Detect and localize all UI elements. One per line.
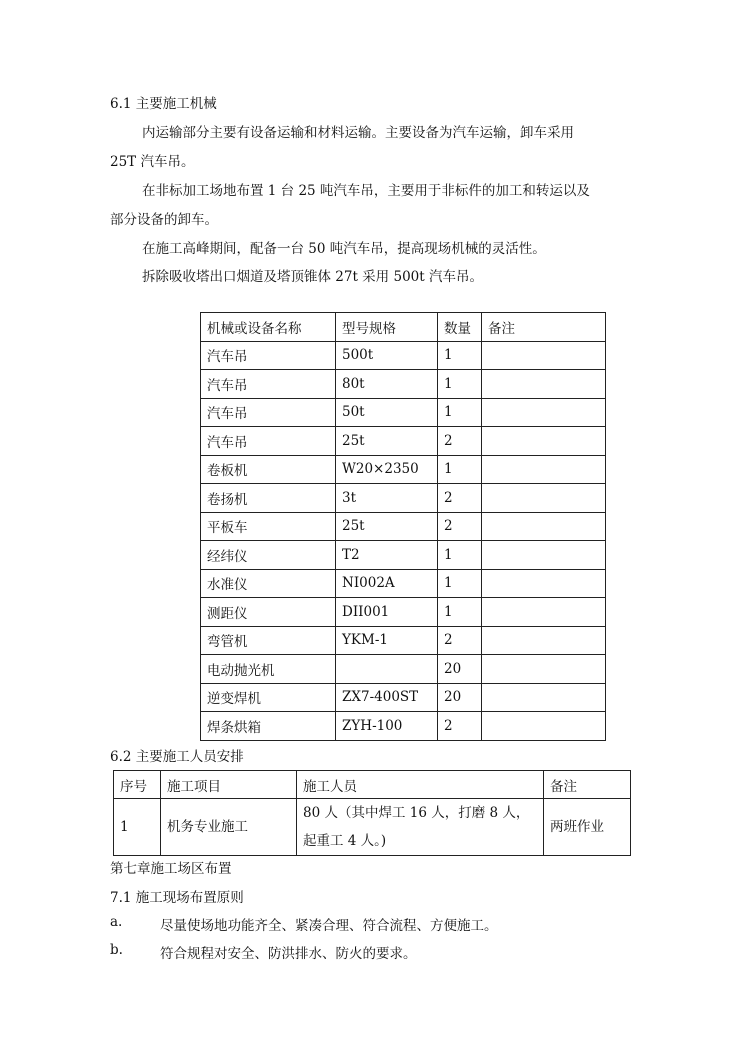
table-cell: 1: [438, 398, 482, 427]
table-cell: 2: [438, 484, 482, 513]
table-row: [201, 655, 606, 684]
table-cell: [482, 370, 606, 399]
table-cell: 汽车吊: [201, 398, 336, 427]
table-cell: DII001: [336, 598, 438, 627]
table-cell: 1: [438, 455, 482, 484]
table-cell: [482, 341, 606, 370]
table-row: [114, 799, 631, 856]
table-cell: 1: [438, 541, 482, 570]
table-cell: [482, 455, 606, 484]
table-cell: 1: [438, 598, 482, 627]
table-cell: [482, 712, 606, 741]
section-heading: 6.1 主要施工机械: [110, 96, 217, 112]
table-header-row: [201, 313, 606, 342]
table-row: [201, 712, 606, 741]
header-cell: 数量: [438, 313, 482, 342]
section-heading: 6.2 主要施工人员安排: [110, 749, 244, 765]
staff-line: 80 人（其中焊工 16 人，打磨 8 人，: [303, 805, 530, 821]
header-cell: 序号: [114, 771, 161, 799]
table-cell: 500t: [336, 341, 438, 370]
table-cell: [482, 541, 606, 570]
machinery-table: [200, 312, 606, 741]
table-cell: 焊条烘箱: [201, 712, 336, 741]
table-cell: [482, 398, 606, 427]
table-row: [201, 626, 606, 655]
table-cell: 逆变焊机: [201, 683, 336, 712]
header-cell: 施工项目: [161, 771, 297, 799]
table-cell: [482, 427, 606, 456]
table-cell: 卷板机: [201, 455, 336, 484]
table-cell: 80t: [336, 370, 438, 399]
table-row: [201, 569, 606, 598]
table-cell: 测距仪: [201, 598, 336, 627]
staff-line: 起重工 4 人。): [303, 833, 387, 849]
table-cell: 25t: [336, 427, 438, 456]
table-cell: 电动抛光机: [201, 655, 336, 684]
table-row: [201, 398, 606, 427]
paragraph: 拆除吸收塔出口烟道及塔顶锥体 27t 采用 500t 汽车吊。: [142, 269, 483, 285]
table-row: [201, 541, 606, 570]
table-cell: 平板车: [201, 512, 336, 541]
header-cell: 备注: [482, 313, 606, 342]
table-cell: [482, 569, 606, 598]
table-row: [201, 683, 606, 712]
table-row: [201, 341, 606, 370]
table-cell: [482, 683, 606, 712]
chapter-heading: 第七章施工场区布置: [110, 861, 232, 877]
cell-note: 两班作业: [544, 799, 631, 856]
table-cell: 汽车吊: [201, 370, 336, 399]
paragraph: 在非标加工场地布置 1 台 25 吨汽车吊，主要用于非标件的加工和转运以及: [142, 183, 590, 199]
table-cell: W20×2350: [336, 455, 438, 484]
table-cell: 弯管机: [201, 626, 336, 655]
list-label: a.: [110, 914, 123, 930]
table-row: [201, 512, 606, 541]
table-cell: 2: [438, 626, 482, 655]
table-cell: 50t: [336, 398, 438, 427]
paragraph: 内运输部分主要有设备运输和材料运输。主要设备为汽车运输，卸车采用: [142, 125, 574, 141]
table-cell: 3t: [336, 484, 438, 513]
table-cell: ZX7-400ST: [336, 683, 438, 712]
table-row: [201, 427, 606, 456]
table-cell: [336, 655, 438, 684]
list-text: 符合规程对安全、防洪排水、防火的要求。: [160, 946, 417, 962]
table-cell: 1: [438, 370, 482, 399]
header-cell: 备注: [544, 771, 631, 799]
table-row: [201, 370, 606, 399]
table-cell: 2: [438, 427, 482, 456]
table-header-row: [114, 771, 631, 799]
table-cell: 20: [438, 683, 482, 712]
table-row: [201, 455, 606, 484]
table-cell: 经纬仪: [201, 541, 336, 570]
cell-staff: [297, 799, 544, 856]
table-cell: 汽车吊: [201, 341, 336, 370]
staffing-table: [113, 770, 631, 856]
table-cell: 2: [438, 712, 482, 741]
table-cell: [482, 598, 606, 627]
table-cell: YKM-1: [336, 626, 438, 655]
table-cell: [482, 655, 606, 684]
list-text: 尽量使场地功能齐全、紧凑合理、符合流程、方便施工。: [160, 918, 498, 934]
table-cell: [482, 484, 606, 513]
table-cell: 25t: [336, 512, 438, 541]
table-cell: ZYH-100: [336, 712, 438, 741]
header-cell: 机械或设备名称: [201, 313, 336, 342]
cell-item: 机务专业施工: [161, 799, 297, 856]
header-cell: 施工人员: [297, 771, 544, 799]
table-cell: 1: [438, 341, 482, 370]
table-cell: 水准仪: [201, 569, 336, 598]
table-cell: 卷扬机: [201, 484, 336, 513]
table-cell: [482, 626, 606, 655]
table-row: [201, 598, 606, 627]
paragraph: 25T 汽车吊。: [110, 154, 195, 170]
table-cell: 2: [438, 512, 482, 541]
subsection-heading: 7.1 施工现场布置原则: [110, 890, 244, 906]
header-cell: 型号规格: [336, 313, 438, 342]
table-cell: NI002A: [336, 569, 438, 598]
table-row: [201, 484, 606, 513]
table-cell: 1: [438, 569, 482, 598]
paragraph: 部分设备的卸车。: [110, 212, 218, 228]
table-cell: T2: [336, 541, 438, 570]
paragraph: 在施工高峰期间，配备一台 50 吨汽车吊，提高现场机械的灵活性。: [142, 241, 546, 257]
cell-no: 1: [114, 799, 161, 856]
table-cell: 汽车吊: [201, 427, 336, 456]
table-cell: 20: [438, 655, 482, 684]
table-cell: [482, 512, 606, 541]
list-label: b.: [110, 942, 123, 958]
